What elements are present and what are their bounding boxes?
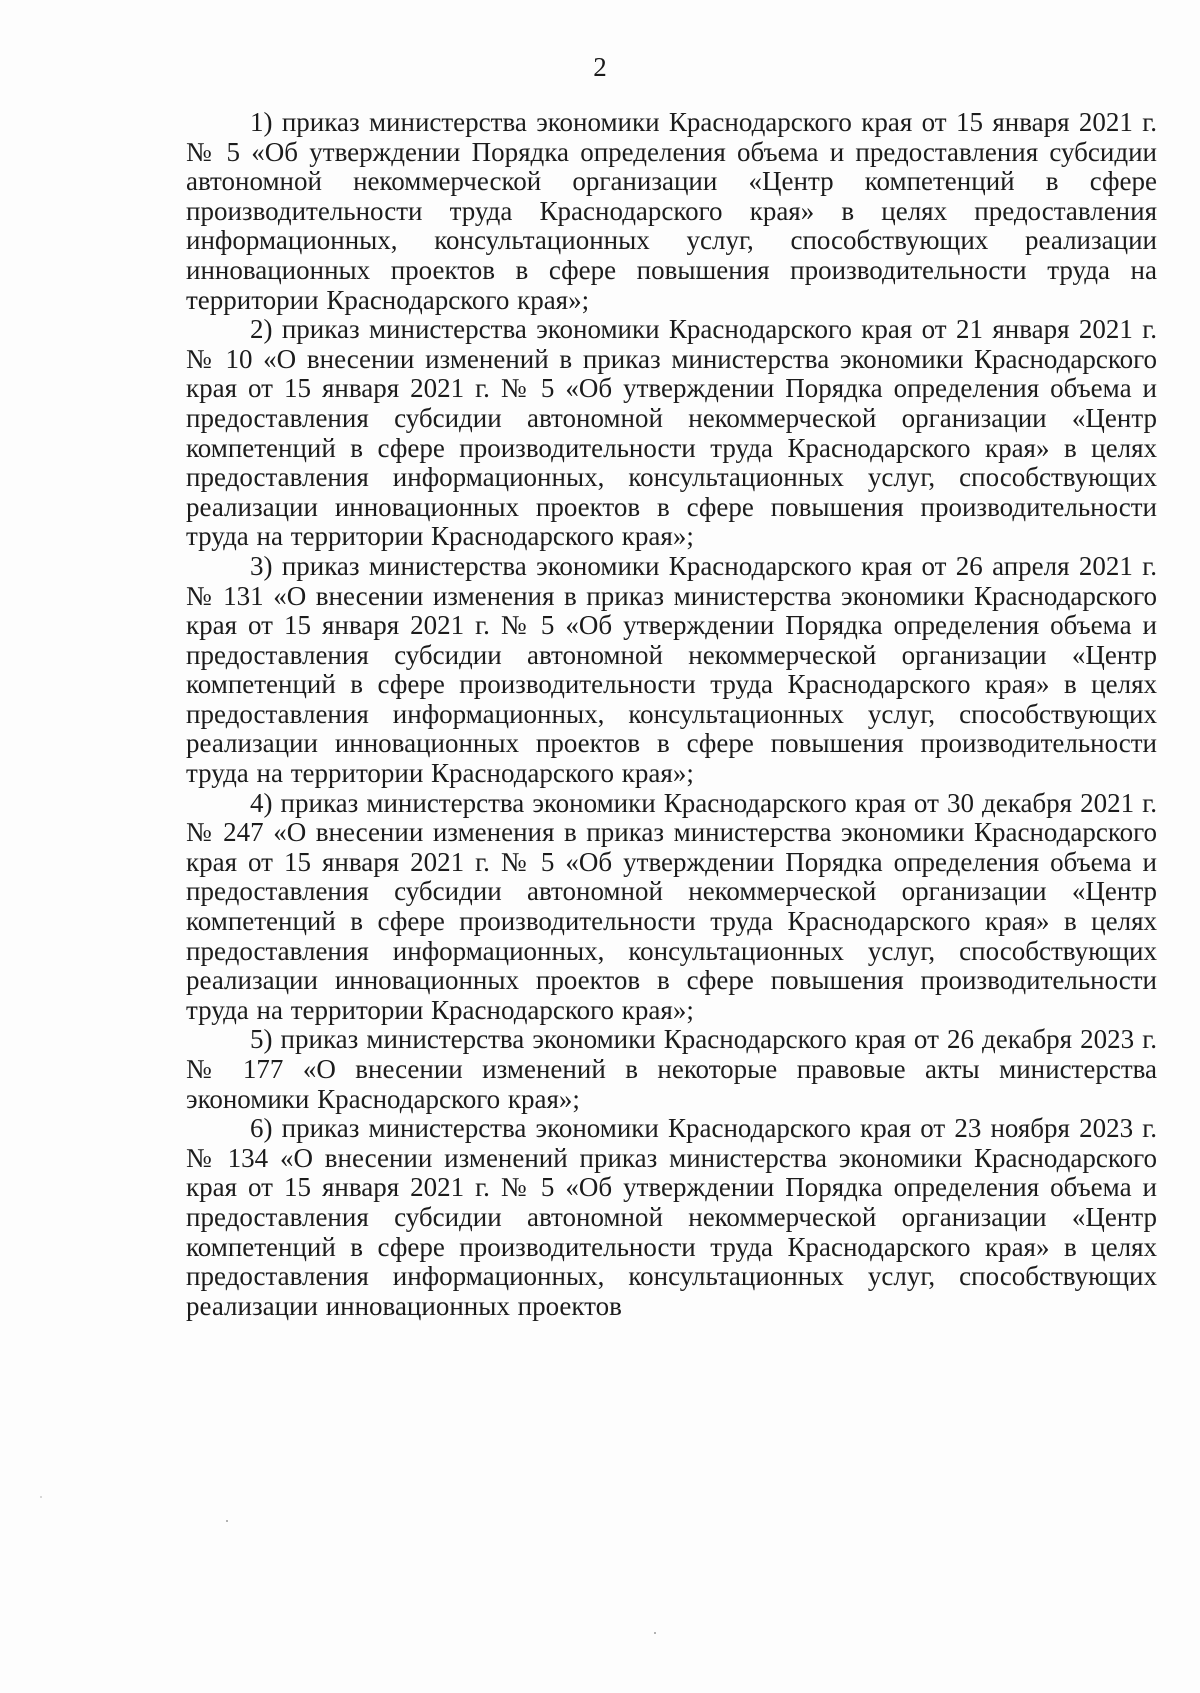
list-item: 1) приказ министерства экономики Краснодарского края от 15 января 2021 г. № 5 «Об утверждении Порядка определения объема и предоставления субсидии автономной некоммерческой организации «Центр компетенций в сфере производительности труда Краснодарского края» в целях предоставления информационных, консультационных услуг, способствующих реализации инновационных проектов в сфере повышения производительности труда на территории Краснодарского края»; bbox=[186, 107, 1157, 315]
list-item: 6) приказ министерства экономики Краснодарского края от 23 ноября 2023 г. № 134 «О внесении изменений приказ министерства экономики Краснодарского края от 15 января 2021 г. № 5 «Об утверждении Порядка определения объема и предоставления субсидии автономной некоммерческой организации «Центр компетенций в сфере производительности труда Краснодарского края» в целях предоставления информационных, консультационных услуг, способствующих реализации инновационных проектов bbox=[186, 1113, 1157, 1321]
list-item: 3) приказ министерства экономики Краснодарского края от 26 апреля 2021 г. № 131 «О внесении изменения в приказ министерства экономики Краснодарского края от 15 января 2021 г. № 5 «Об утверждении Порядка определения объема и предоставления субсидии автономной некоммерческой организации «Центр компетенций в сфере производительности труда Краснодарского края» в целях предоставления информационных, консультационных услуг, способствующих реализации инновационных проектов в сфере повышения производительности труда на территории Краснодарского края»; bbox=[186, 550, 1157, 789]
scan-speck bbox=[40, 1496, 42, 1498]
page-number: 2 bbox=[593, 52, 607, 82]
list-item: 5) приказ министерства экономики Краснодарского края от 26 декабря 2023 г. № 177 «О внесении изменений в некоторые правовые акты министерства экономики Краснодарского края»; bbox=[186, 1024, 1157, 1114]
list-item: 4) приказ министерства экономики Краснодарского края от 30 декабря 2021 г. № 247 «О внесении изменения в приказ министерства экономики Краснодарского края от 15 января 2021 г. № 5 «Об утверждении Порядка определения объема и предоставления субсидии автономной некоммерческой организации «Центр компетенций в сфере производительности труда Краснодарского края» в целях предоставления информационных, консультационных услуг, способствующих реализации инновационных проектов в сфере повышения производительности труда на территории Краснодарского края»; bbox=[186, 787, 1157, 1025]
scan-speck bbox=[226, 1520, 228, 1522]
list-item: 2) приказ министерства экономики Краснодарского края от 21 января 2021 г. № 10 «О внесении изменений в приказ министерства экономики Краснодарского края от 15 января 2021 г. № 5 «Об утверждении Порядка определения объема и предоставления субсидии автономной некоммерческой организации «Центр компетенций в сфере производительности труда Краснодарского края» в целях предоставления информационных, консультационных услуг, способствующих реализации инновационных проектов в сфере повышения производительности труда на территории Краснодарского края»; bbox=[186, 314, 1157, 552]
scan-speck bbox=[654, 1632, 656, 1634]
document-body bbox=[186, 108, 1157, 1321]
